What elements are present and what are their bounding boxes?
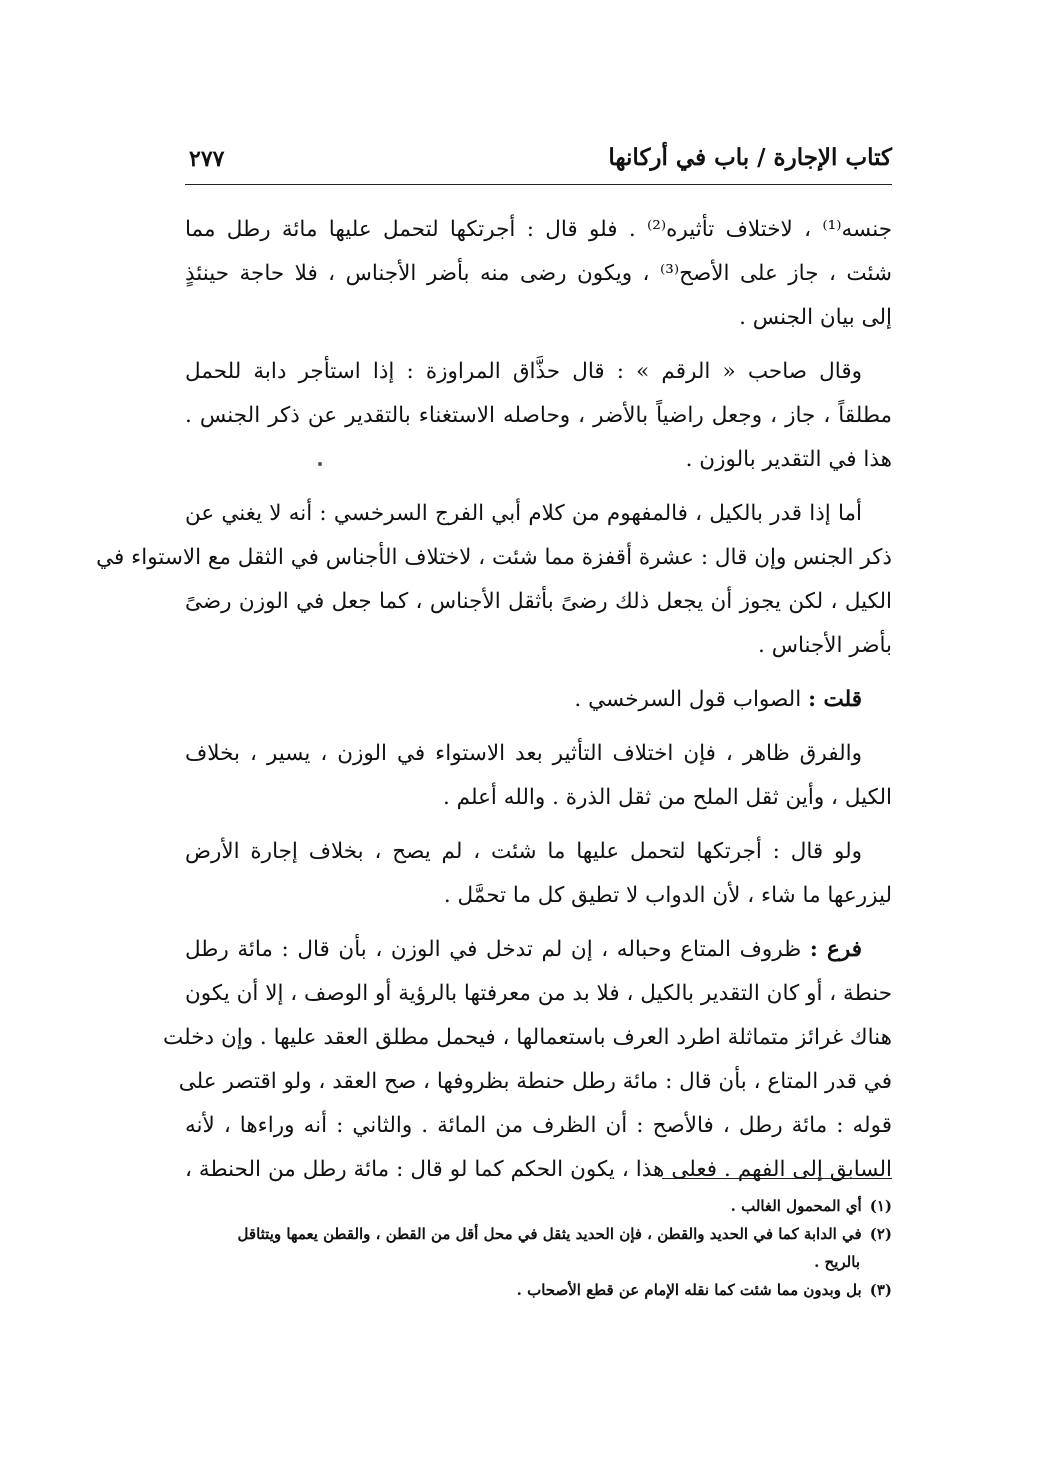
text-fragment: الصواب قول السرخسي . xyxy=(574,687,802,712)
footnote-number: (٣) xyxy=(869,1281,892,1299)
paragraph-lead: فرع : xyxy=(809,937,862,962)
text-line: حنطة ، أو كان التقدير بالكيل ، فلا بد من معرفتها بالرؤية أو الوصف ، إلا أن يكون xyxy=(185,981,892,1006)
text-line: الكيل ، لكن يجوز أن يجعل ذلك رضىً بأثقل الأجناس ، كما جعل في الوزن رضىً xyxy=(185,589,892,614)
text-line: ليزرعها ما شاء ، لأن الدواب لا تطيق كل ما تحمَّل . xyxy=(443,883,892,908)
paragraph-2 xyxy=(185,350,892,482)
footnotes xyxy=(185,1192,892,1304)
footnote-number: (٢) xyxy=(869,1225,892,1243)
page-number: ٢٧٧ xyxy=(189,146,225,172)
text-line: بأضر الأجناس . xyxy=(758,633,892,658)
footnote-2 xyxy=(185,1220,892,1248)
text-line: أما إذا قدر بالكيل ، فالمفهوم من كلام أبي الفرج السرخسي : أنه لا يغني عن xyxy=(185,501,862,526)
main-text xyxy=(96,208,892,1202)
paragraph-6 xyxy=(185,830,892,918)
text-line: وقال صاحب « الرقم » : قال حذَّاق المراوزة : إذا استأجر دابة للحمل xyxy=(185,359,862,384)
footnote-text: بل وبدون مما شئت كما نقله الإمام عن قطع الأصحاب . xyxy=(516,1281,862,1299)
paragraph-7 xyxy=(163,928,892,1192)
running-header xyxy=(185,140,892,185)
text-line: في قدر المتاع ، بأن قال : مائة رطل حنطة بظروفها ، صح العقد ، ولو اقتصر على xyxy=(178,1069,892,1094)
chapter-title: كتاب الإجارة / باب في أركانها xyxy=(608,144,892,171)
footnote-text: أي المحمول الغالب . xyxy=(730,1197,862,1215)
footnote-2-continuation: بالريح . xyxy=(814,1253,860,1271)
text-line: إلى بيان الجنس . xyxy=(739,305,892,330)
text-line: والفرق ظاهر ، فإن اختلاف التأثير بعد الاستواء في الوزن ، يسير ، بخلاف xyxy=(185,741,862,766)
paragraph-lead: قلت : xyxy=(808,687,862,712)
footnote-number: (١) xyxy=(869,1197,892,1215)
text-line: ولو قال : أجرتكها لتحمل عليها ما شئت ، لم يصح ، بخلاف إجارة الأرض xyxy=(185,839,862,864)
text-line xyxy=(185,678,892,722)
text-line: ذكر الجنس وإن قال : عشرة أقفزة مما شئت ، لاختلاف الأجناس في الثقل مع الاستواء في xyxy=(96,545,892,570)
text-line: الكيل ، وأين ثقل الملح من ثقل الذرة . والله أعلم . xyxy=(442,785,892,810)
stray-dot xyxy=(318,462,322,466)
text-fragment: ظروف المتاع وحباله ، إن لم تدخل في الوزن ، بأن قال : مائة رطل xyxy=(185,937,802,962)
text-line: قوله : مائة رطل ، فالأصح : أن الظرف من المائة . والثاني : أنه وراءها ، لأنه xyxy=(185,1113,892,1138)
text-line: هذا في التقدير بالوزن . xyxy=(685,447,892,472)
text-line: هناك غرائز متماثلة اطرد العرف باستعمالها ، فيحمل مطلق العقد عليها . وإن دخلت xyxy=(163,1025,892,1050)
text-line: جنسه⁽¹⁾ ، لاختلاف تأثيره⁽²⁾ . فلو قال : أجرتكها لتحمل عليها مائة رطل مما xyxy=(185,217,892,242)
paragraph-5 xyxy=(185,732,892,820)
paragraph-3 xyxy=(96,492,892,668)
paragraph-1 xyxy=(185,208,892,340)
footnote-3 xyxy=(185,1276,892,1304)
paragraph-4 xyxy=(185,678,892,722)
footnote-text: في الدابة كما في الحديد والقطن ، فإن الحديد يثقل في محل أقل من القطن ، والقطن يعمها ويتثاقل xyxy=(237,1225,862,1243)
text-line xyxy=(185,928,892,972)
text-line: مطلقاً ، جاز ، وجعل راضياً بالأضر ، وحاصله الاستغناء بالتقدير عن ذكر الجنس . xyxy=(185,403,892,428)
footnote-1 xyxy=(185,1192,892,1220)
footnote-separator xyxy=(662,1178,892,1179)
text-line: شئت ، جاز على الأصح⁽³⁾ ، ويكون رضى منه بأضر الأجناس ، فلا حاجة حينئذٍ xyxy=(185,261,892,286)
text-line: السابق إلى الفهم . فعلى هذا ، يكون الحكم كما لو قال : مائة رطل من الحنطة ، xyxy=(185,1157,892,1182)
